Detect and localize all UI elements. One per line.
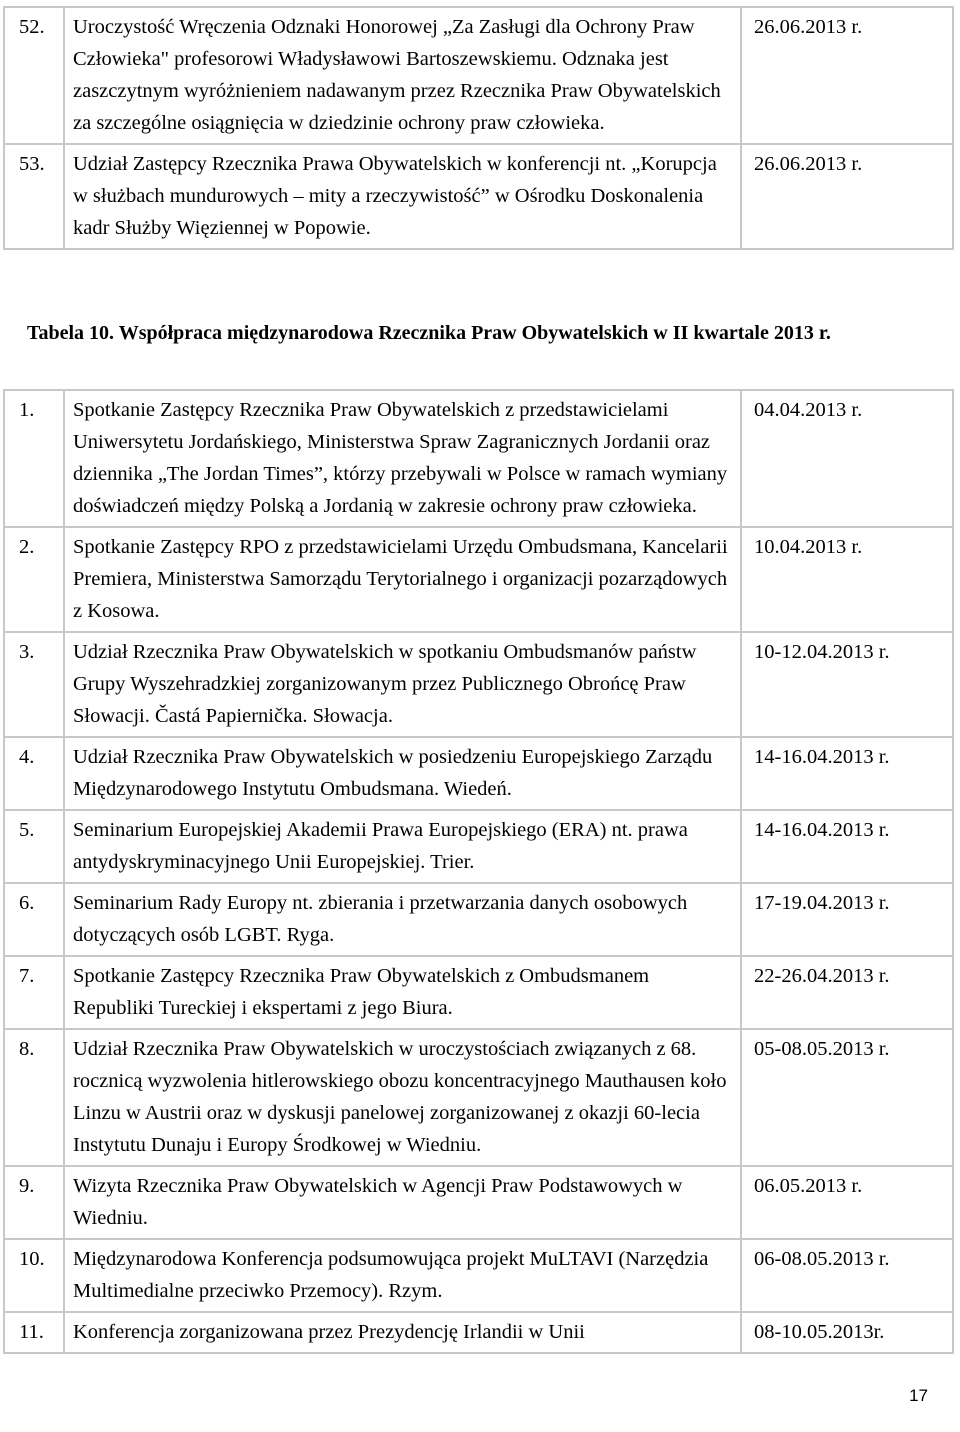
events-table-top — [3, 6, 954, 250]
row-date: 22-26.04.2013 r. — [742, 957, 952, 1028]
row-description: Seminarium Europejskiej Akademii Prawa Europejskiego (ERA) nt. prawa antydyskryminacyjnego Unii Europejskiej. Trier. — [65, 811, 740, 882]
table-row — [5, 528, 952, 631]
row-number: 9. — [5, 1167, 63, 1238]
table-caption: Tabela 10. Współpraca międzynarodowa Rzecznika Praw Obywatelskich w II kwartale 2013 r. — [27, 322, 831, 344]
row-description: Spotkanie Zastępcy Rzecznika Praw Obywatelskich z przedstawicielami Uniwersytetu Jordańskiego, Ministerstwa Spraw Zagranicznych Jordanii oraz dziennika „The Jordan Times”, którzy przebywali w Polsce w ramach wymiany doświadczeń między Polską a Jordanią w zakresie ochrony praw człowieka. — [65, 391, 740, 526]
row-date: 26.06.2013 r. — [742, 8, 952, 143]
row-description: Konferencja zorganizowana przez Prezydencję Irlandii w Unii — [65, 1313, 740, 1352]
row-date: 05-08.05.2013 r. — [742, 1030, 952, 1165]
table-row — [5, 1240, 952, 1311]
table-row — [5, 8, 952, 143]
row-date: 04.04.2013 r. — [742, 391, 952, 526]
row-number: 53. — [5, 145, 63, 248]
row-date: 06-08.05.2013 r. — [742, 1240, 952, 1311]
row-number: 5. — [5, 811, 63, 882]
row-number: 7. — [5, 957, 63, 1028]
row-description: Międzynarodowa Konferencja podsumowująca projekt MuLTAVI (Narzędzia Multimedialne przeciwko Przemocy). Rzym. — [65, 1240, 740, 1311]
row-description: Udział Rzecznika Praw Obywatelskich w posiedzeniu Europejskiego Zarządu Międzynarodowego Instytutu Ombudsmana. Wiedeń. — [65, 738, 740, 809]
row-number: 1. — [5, 391, 63, 526]
row-date: 17-19.04.2013 r. — [742, 884, 952, 955]
row-number: 8. — [5, 1030, 63, 1165]
row-description: Seminarium Rady Europy nt. zbierania i przetwarzania danych osobowych dotyczących osób LGBT. Ryga. — [65, 884, 740, 955]
table-row — [5, 884, 952, 955]
table-row — [5, 811, 952, 882]
row-description: Udział Rzecznika Praw Obywatelskich w spotkaniu Ombudsmanów państw Grupy Wyszehradzkiej zorganizowanym przez Publicznego Obrońcę Praw Słowacji. Častá Papiernička. Słowacja. — [65, 633, 740, 736]
row-description: Uroczystość Wręczenia Odznaki Honorowej „Za Zasługi dla Ochrony Praw Człowieka" profesorowi Władysławowi Bartoszewskiemu. Odznaka jest zaszczytnym wyróżnieniem nadawanym przez Rzecznika Praw Obywatelskich za szczególne osiągnięcia w dziedzinie ochrony praw człowieka. — [65, 8, 740, 143]
row-date: 10-12.04.2013 r. — [742, 633, 952, 736]
row-date: 08-10.05.2013r. — [742, 1313, 952, 1352]
row-description: Udział Zastępcy Rzecznika Prawa Obywatelskich w konferencji nt. „Korupcja w służbach mundurowych – mity a rzeczywistość” w Ośrodku Doskonalenia kadr Służby Więziennej w Popowie. — [65, 145, 740, 248]
table-row — [5, 1313, 952, 1352]
row-date: 26.06.2013 r. — [742, 145, 952, 248]
table-row — [5, 633, 952, 736]
row-description: Udział Rzecznika Praw Obywatelskich w uroczystościach związanych z 68. rocznicą wyzwolenia hitlerowskiego obozu koncentracyjnego Mauthausen koło Linzu w Austrii oraz w dyskusji panelowej zorganizowanej z okazji 60-lecia Instytutu Dunaju i Europy Środkowej w Wiedniu. — [65, 1030, 740, 1165]
row-number: 10. — [5, 1240, 63, 1311]
row-number: 3. — [5, 633, 63, 736]
row-number: 52. — [5, 8, 63, 143]
row-number: 11. — [5, 1313, 63, 1352]
row-description: Wizyta Rzecznika Praw Obywatelskich w Agencji Praw Podstawowych w Wiedniu. — [65, 1167, 740, 1238]
international-cooperation-table — [3, 389, 954, 1354]
table-row — [5, 957, 952, 1028]
table-row — [5, 738, 952, 809]
row-number: 6. — [5, 884, 63, 955]
row-date: 14-16.04.2013 r. — [742, 811, 952, 882]
table-row — [5, 145, 952, 248]
table-row — [5, 1167, 952, 1238]
row-date: 14-16.04.2013 r. — [742, 738, 952, 809]
row-description: Spotkanie Zastępcy Rzecznika Praw Obywatelskich z Ombudsmanem Republiki Tureckiej i ekspertami z jego Biura. — [65, 957, 740, 1028]
row-number: 4. — [5, 738, 63, 809]
row-date: 10.04.2013 r. — [742, 528, 952, 631]
page-number: 17 — [909, 1386, 928, 1405]
table-row — [5, 1030, 952, 1165]
table-row — [5, 391, 952, 526]
row-description: Spotkanie Zastępcy RPO z przedstawicielami Urzędu Ombudsmana, Kancelarii Premiera, Ministerstwa Samorządu Terytorialnego i organizacji pozarządowych z Kosowa. — [65, 528, 740, 631]
row-number: 2. — [5, 528, 63, 631]
row-date: 06.05.2013 r. — [742, 1167, 952, 1238]
